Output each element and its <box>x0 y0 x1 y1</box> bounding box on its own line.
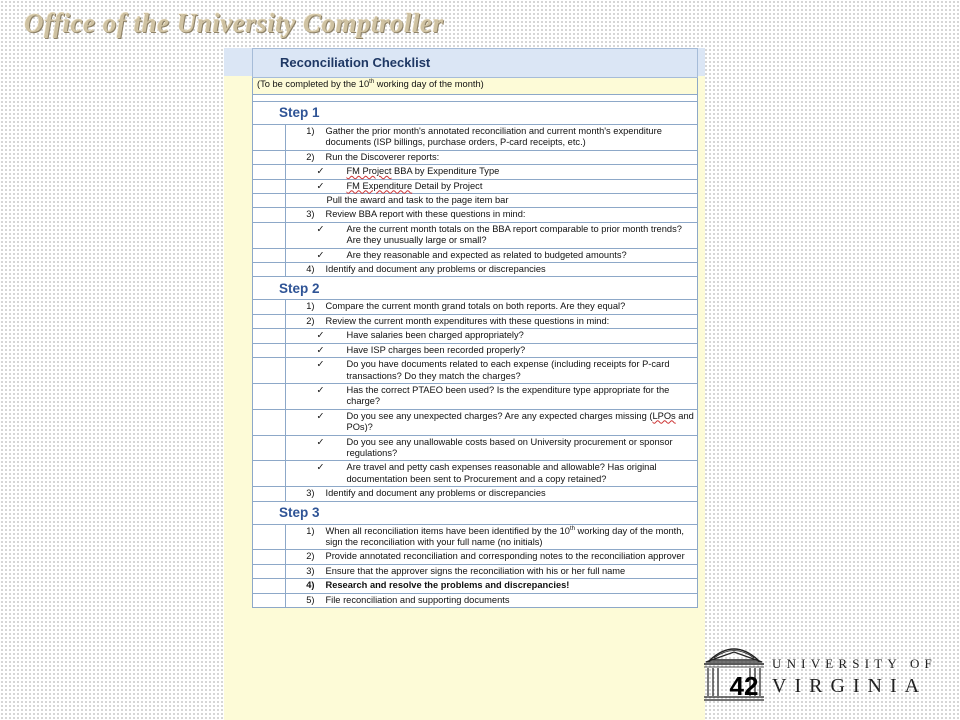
checklist-item: 3) Ensure that the approver signs the reconciliation with his or her full name <box>285 564 698 578</box>
checklist-item: 3) Review BBA report with these questions in mind: <box>285 208 698 222</box>
step-1-heading: Step 1 <box>253 102 698 125</box>
checklist-title: Reconciliation Checklist <box>253 49 698 78</box>
slide-number: 42 <box>729 671 759 701</box>
page-title: Office of the University Comptroller <box>24 8 444 38</box>
checklist-item: 2) Provide annotated reconciliation and corresponding notes to the reconciliation approver <box>285 550 698 564</box>
checklist-item: 5) File reconciliation and supporting documents <box>285 593 698 607</box>
checklist-note: Pull the award and task to the page item bar <box>285 194 698 208</box>
spacer-row <box>253 95 698 102</box>
reconciliation-checklist-table <box>252 48 698 608</box>
virginia-label: VIRGINIA <box>772 675 928 697</box>
checklist-subitem: ✓ Do you have documents related to each expense (including receipts for P-card transactions? Do they match the charges? <box>285 358 698 384</box>
checklist-subitem: ✓ Are travel and petty cash expenses reasonable and allowable? Has original documentation been sent to Procurement and a copy retained? <box>285 461 698 487</box>
checkmark-icon: ✓ <box>316 359 325 370</box>
checklist-item: 2) Run the Discoverer reports: <box>285 150 698 164</box>
checklist-item: 1) Gather the prior month's annotated reconciliation and current month's expenditure documents (ISP billings, purchase orders, P-card receipts, etc.) <box>285 125 698 151</box>
checklist-subitem: ✓ FM Project BBA by Expenditure Type <box>285 165 698 179</box>
checkmark-icon: ✓ <box>316 249 325 260</box>
checklist-subitem: ✓ Have salaries been charged appropriately? <box>285 329 698 343</box>
checkmark-icon: ✓ <box>316 166 325 177</box>
checkmark-icon: ✓ <box>316 223 325 234</box>
checklist-subitem: ✓ Do you see any unallowable costs based on University procurement or sponsor regulations? <box>285 435 698 461</box>
checklist-item: 4) Identify and document any problems or discrepancies <box>285 263 698 277</box>
checklist-subitem: ✓ FM Expenditure Detail by Project <box>285 179 698 193</box>
checklist-item: 4) Research and resolve the problems and discrepancies! <box>285 579 698 593</box>
checklist-item: 1) Compare the current month grand totals on both reports. Are they equal? <box>285 300 698 314</box>
checklist-subitem: ✓ Have ISP charges been recorded properly? <box>285 343 698 357</box>
checklist-subitem: ✓ Are the current month totals on the BBA report comparable to prior month trends? Are they unusually large or small? <box>285 222 698 248</box>
step-3-heading: Step 3 <box>253 501 698 524</box>
checklist-item: 1) When all reconciliation items have been identified by the 10th working day of the month, sign the reconciliation with your full name (no initials) <box>285 524 698 550</box>
checkmark-icon: ✓ <box>316 384 325 395</box>
checklist-subtitle: (To be completed by the 10th working day of the month) <box>253 78 698 95</box>
checklist-subitem: ✓ Has the correct PTAEO been used? Is the expenditure type appropriate for the charge? <box>285 383 698 409</box>
checklist-subitem: ✓ Are they reasonable and expected as related to budgeted amounts? <box>285 248 698 262</box>
checkmark-icon: ✓ <box>316 462 325 473</box>
checkmark-icon: ✓ <box>316 180 325 191</box>
checkmark-icon: ✓ <box>316 410 325 421</box>
university-of-label: UNIVERSITY OF <box>772 656 937 671</box>
checkmark-icon: ✓ <box>316 330 325 341</box>
checkmark-icon: ✓ <box>316 436 325 447</box>
checklist-item: 2) Review the current month expenditures with these questions in mind: <box>285 314 698 328</box>
step-2-heading: Step 2 <box>253 277 698 300</box>
checklist-item: 3) Identify and document any problems or discrepancies <box>285 487 698 501</box>
checklist-subitem: ✓ Do you see any unexpected charges? Are any expected charges missing (LPOs and POs)? <box>285 409 698 435</box>
checklist-document <box>224 48 705 720</box>
checkmark-icon: ✓ <box>316 344 325 355</box>
